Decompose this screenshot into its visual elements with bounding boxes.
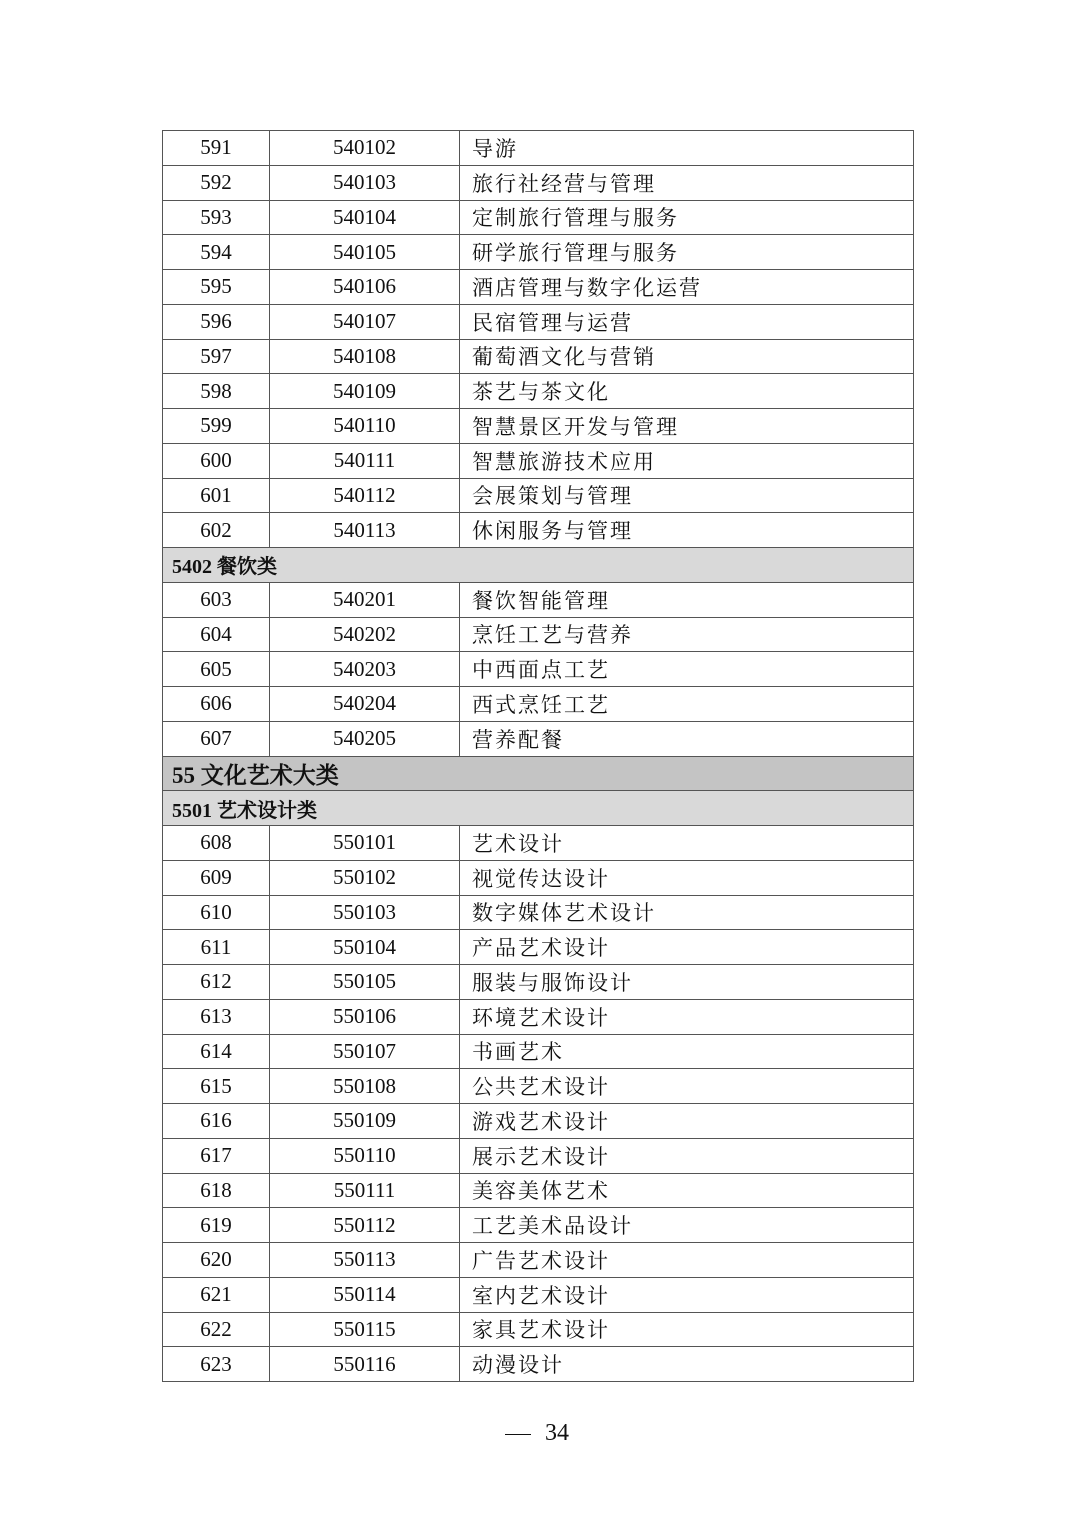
sequence-cell: 606 <box>163 687 270 722</box>
sequence-cell: 617 <box>163 1138 270 1173</box>
program-name-cell: 室内艺术设计 <box>460 1277 914 1312</box>
sequence-cell: 609 <box>163 860 270 895</box>
table-row <box>163 443 914 478</box>
program-code-cell: 540203 <box>270 652 460 687</box>
program-code-cell: 540102 <box>270 131 460 166</box>
table-row <box>163 1069 914 1104</box>
program-name-cell: 美容美体艺术 <box>460 1173 914 1208</box>
major-category-row <box>163 756 914 791</box>
program-code-cell: 550102 <box>270 860 460 895</box>
program-code-cell: 550107 <box>270 1034 460 1069</box>
program-name-cell: 定制旅行管理与服务 <box>460 200 914 235</box>
program-code-cell: 540205 <box>270 721 460 756</box>
table-row <box>163 895 914 930</box>
sequence-cell: 591 <box>163 131 270 166</box>
sequence-cell: 615 <box>163 1069 270 1104</box>
program-name-cell: 书画艺术 <box>460 1034 914 1069</box>
sequence-cell: 614 <box>163 1034 270 1069</box>
category-label: 5501 艺术设计类 <box>163 791 914 826</box>
page-footer <box>0 1420 1080 1447</box>
program-name-cell: 展示艺术设计 <box>460 1138 914 1173</box>
program-name-cell: 智慧旅游技术应用 <box>460 443 914 478</box>
program-name-cell: 艺术设计 <box>460 826 914 861</box>
sequence-cell: 596 <box>163 304 270 339</box>
sequence-cell: 620 <box>163 1243 270 1278</box>
program-code-cell: 540204 <box>270 687 460 722</box>
sequence-cell: 621 <box>163 1277 270 1312</box>
program-name-cell: 中西面点工艺 <box>460 652 914 687</box>
program-code-cell: 550112 <box>270 1208 460 1243</box>
program-code-cell: 540106 <box>270 270 460 305</box>
program-name-cell: 游戏艺术设计 <box>460 1104 914 1139</box>
table-row <box>163 1208 914 1243</box>
sequence-cell: 604 <box>163 617 270 652</box>
program-code-cell: 550101 <box>270 826 460 861</box>
sequence-cell: 623 <box>163 1347 270 1382</box>
program-name-cell: 烹饪工艺与营养 <box>460 617 914 652</box>
sequence-cell: 612 <box>163 965 270 1000</box>
program-name-cell: 西式烹饪工艺 <box>460 687 914 722</box>
program-code-cell: 550103 <box>270 895 460 930</box>
major-category-label: 55 文化艺术大类 <box>163 756 914 791</box>
program-name-cell: 家具艺术设计 <box>460 1312 914 1347</box>
table-row <box>163 999 914 1034</box>
program-name-cell: 茶艺与茶文化 <box>460 374 914 409</box>
category-label: 5402 餐饮类 <box>163 548 914 583</box>
program-code-cell: 540110 <box>270 409 460 444</box>
table-row <box>163 131 914 166</box>
sequence-cell: 619 <box>163 1208 270 1243</box>
sequence-cell: 611 <box>163 930 270 965</box>
program-code-cell: 550104 <box>270 930 460 965</box>
program-code-cell: 540105 <box>270 235 460 270</box>
sequence-cell: 599 <box>163 409 270 444</box>
sequence-cell: 622 <box>163 1312 270 1347</box>
table-row <box>163 1138 914 1173</box>
program-code-cell: 550111 <box>270 1173 460 1208</box>
program-code-cell: 550116 <box>270 1347 460 1382</box>
table-body <box>163 131 914 1382</box>
table-row <box>163 409 914 444</box>
program-name-cell: 公共艺术设计 <box>460 1069 914 1104</box>
program-name-cell: 旅行社经营与管理 <box>460 165 914 200</box>
table-row <box>163 930 914 965</box>
program-code-cell: 550110 <box>270 1138 460 1173</box>
table-row <box>163 478 914 513</box>
footer-dash <box>505 1434 531 1435</box>
program-name-cell: 产品艺术设计 <box>460 930 914 965</box>
program-code-cell: 540112 <box>270 478 460 513</box>
sequence-cell: 592 <box>163 165 270 200</box>
program-name-cell: 导游 <box>460 131 914 166</box>
sequence-cell: 600 <box>163 443 270 478</box>
program-name-cell: 民宿管理与运营 <box>460 304 914 339</box>
program-code-cell: 540202 <box>270 617 460 652</box>
sequence-cell: 598 <box>163 374 270 409</box>
program-code-cell: 540109 <box>270 374 460 409</box>
table-row <box>163 582 914 617</box>
table-row <box>163 1173 914 1208</box>
program-name-cell: 会展策划与管理 <box>460 478 914 513</box>
table-row <box>163 826 914 861</box>
table-row <box>163 617 914 652</box>
sequence-cell: 595 <box>163 270 270 305</box>
program-name-cell: 动漫设计 <box>460 1347 914 1382</box>
program-name-cell: 视觉传达设计 <box>460 860 914 895</box>
sequence-cell: 593 <box>163 200 270 235</box>
program-code-cell: 550108 <box>270 1069 460 1104</box>
program-code-cell: 550115 <box>270 1312 460 1347</box>
table-row <box>163 1277 914 1312</box>
table-row <box>163 687 914 722</box>
sequence-cell: 594 <box>163 235 270 270</box>
table-row <box>163 652 914 687</box>
program-code-cell: 550105 <box>270 965 460 1000</box>
table-row <box>163 513 914 548</box>
sequence-cell: 610 <box>163 895 270 930</box>
category-row <box>163 548 914 583</box>
program-name-cell: 酒店管理与数字化运营 <box>460 270 914 305</box>
table-row <box>163 860 914 895</box>
program-name-cell: 广告艺术设计 <box>460 1243 914 1278</box>
program-name-cell: 工艺美术品设计 <box>460 1208 914 1243</box>
program-code-cell: 540108 <box>270 339 460 374</box>
sequence-cell: 603 <box>163 582 270 617</box>
program-code-cell: 540103 <box>270 165 460 200</box>
program-name-cell: 餐饮智能管理 <box>460 582 914 617</box>
table-row <box>163 1034 914 1069</box>
page-number: 34 <box>545 1420 569 1446</box>
table-row <box>163 721 914 756</box>
category-row <box>163 791 914 826</box>
sequence-cell: 602 <box>163 513 270 548</box>
sequence-cell: 618 <box>163 1173 270 1208</box>
program-name-cell: 环境艺术设计 <box>460 999 914 1034</box>
table-row <box>163 339 914 374</box>
program-catalog-table <box>162 130 914 1382</box>
sequence-cell: 608 <box>163 826 270 861</box>
program-name-cell: 服装与服饰设计 <box>460 965 914 1000</box>
program-name-cell: 智慧景区开发与管理 <box>460 409 914 444</box>
program-code-cell: 550109 <box>270 1104 460 1139</box>
sequence-cell: 605 <box>163 652 270 687</box>
program-name-cell: 数字媒体艺术设计 <box>460 895 914 930</box>
table-row <box>163 270 914 305</box>
sequence-cell: 616 <box>163 1104 270 1139</box>
program-code-cell: 540104 <box>270 200 460 235</box>
table-row <box>163 1104 914 1139</box>
program-name-cell: 营养配餐 <box>460 721 914 756</box>
program-code-cell: 540113 <box>270 513 460 548</box>
sequence-cell: 613 <box>163 999 270 1034</box>
sequence-cell: 601 <box>163 478 270 513</box>
program-code-cell: 550114 <box>270 1277 460 1312</box>
sequence-cell: 607 <box>163 721 270 756</box>
program-name-cell: 葡萄酒文化与营销 <box>460 339 914 374</box>
table-row <box>163 304 914 339</box>
sequence-cell: 597 <box>163 339 270 374</box>
table-row <box>163 1312 914 1347</box>
table-row <box>163 374 914 409</box>
table-row <box>163 235 914 270</box>
program-code-cell: 540107 <box>270 304 460 339</box>
table-row <box>163 165 914 200</box>
program-name-cell: 研学旅行管理与服务 <box>460 235 914 270</box>
program-code-cell: 540201 <box>270 582 460 617</box>
program-code-cell: 540111 <box>270 443 460 478</box>
program-code-cell: 550113 <box>270 1243 460 1278</box>
program-code-cell: 550106 <box>270 999 460 1034</box>
table-row <box>163 1243 914 1278</box>
table-row <box>163 200 914 235</box>
table-row <box>163 965 914 1000</box>
program-name-cell: 休闲服务与管理 <box>460 513 914 548</box>
table-row <box>163 1347 914 1382</box>
